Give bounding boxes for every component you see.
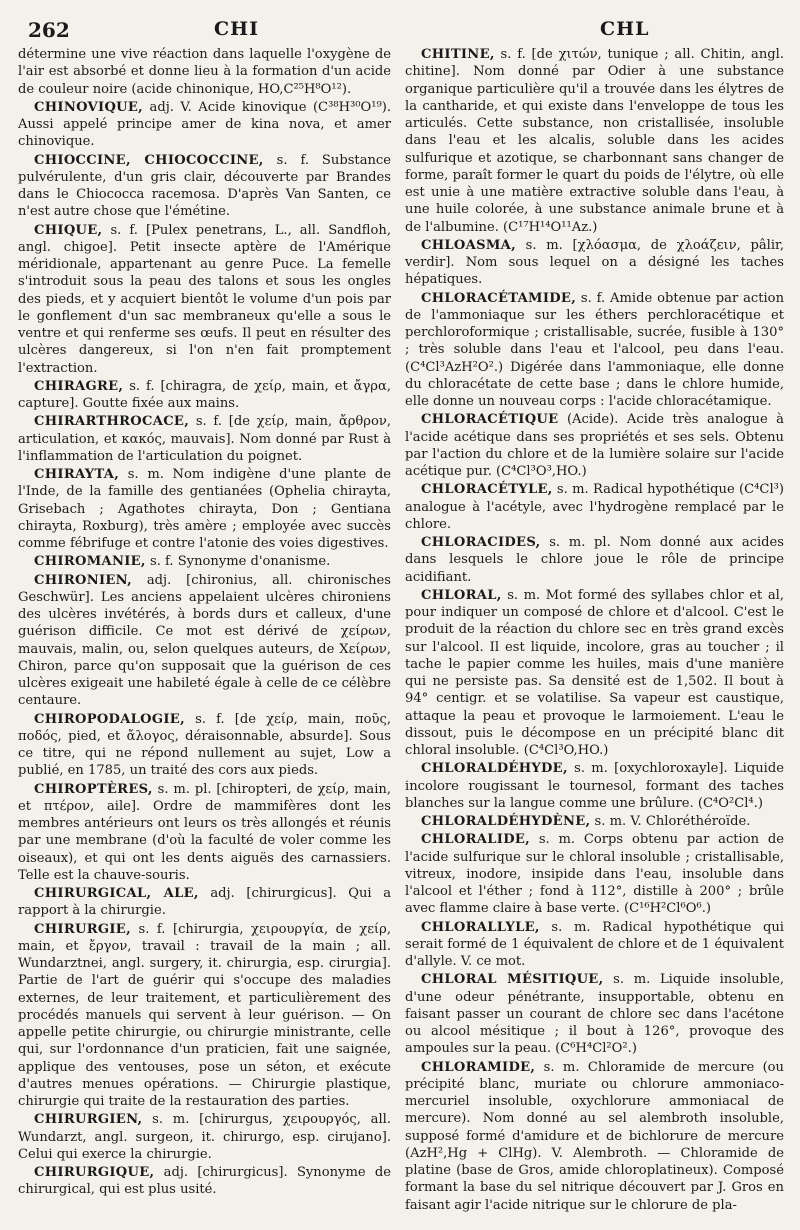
entry-definition: détermine une vive réaction dans laquelle l'oxygène de l'air est absorbé et donne lieu à la formation d'un acide de couleur noire (acide chinonique, HO,C²⁵H⁸O¹²). — [18, 47, 392, 97]
dictionary-entry — [18, 711, 391, 780]
entry-definition: adj. [chirurgicus]. Synonyme de chirurgical, qui est plus usité. — [18, 1165, 392, 1198]
right-column — [405, 46, 784, 1215]
entry-definition: (Acide). Acide très analogue à l'acide acétique dans ses propriétés et ses sels. Obtenu par l'action du chlore et de la lumière solaire sur l'acide acétique pur. (C⁴Cl³O³,HO.) — [405, 412, 784, 479]
dictionary-entry — [18, 222, 391, 377]
entry-headword: CHLOASMA, — [421, 237, 516, 253]
dictionary-entry — [405, 534, 784, 586]
entry-definition: s. m. Chloramide de mercure (ou précipité blanc, muriate ou chlorure ammoniaco-mercuriel insoluble, oxychlorure ammoniacal de mercure). Nom donné au sel alembroth insoluble, supposé formé d'amidure et de bichlorure de mercure (AzH²,Hg + ClHg). V. Alembroth. — Chloramide de platine (base de Gros, amide chloroplatineux). Composé formant la base du sel nitrique découvert par J. Gros en faisant agir l'acide nitrique sur le chlorure de pla- — [405, 1059, 784, 1213]
entry-definition: adj. [chirurgicus]. Qui a rapport à la chirurgie. — [18, 886, 392, 919]
entry-definition: s. f. [Pulex penetrans, L., all. Sandfloh, angl. chigoe]. Petit insecte aptère de l'Amérique méridionale, appartenant au genre Puce. La femelle s'introduit sous la peau des talons et sous les ongles des pieds, et y acquiert bientôt le volume d'un pois par le gonflement d'un sac membraneux qu'elle a sous le ventre et qui renferme ses œufs. Il peut en résulter des ulcères dangereux, si l'on n'en fait promptement l'extraction. — [18, 222, 392, 376]
entry-headword: CHIRURGIE, — [34, 921, 131, 937]
entry-headword: CHINOVIQUE, — [34, 99, 144, 115]
dictionary-entry — [405, 481, 784, 533]
dictionary-entry — [18, 885, 391, 920]
entry-definition: s. f. Amide obtenue par action de l'ammoniaque sur les éthers perchloracétique et perchloroformique ; cristallisable, sucrée, fusible à 130° ; très soluble dans l'eau et l'alcool, peu dans l'eau. (C⁴Cl³AzH²O².) Digérée dans l'ammoniaque, elle donne du chloracétate de cette base ; dans le chlore humide, elle donne un nouveau corps : l'acide chloracétamique. — [405, 290, 785, 409]
entry-headword: CHLORALIDE, — [421, 832, 530, 848]
entry-definition: s. f. [chirurgia, χειρουργία, de χείρ, main, et ἔργον, travail : travail de la main ; all. Wundarztnei, angl. surgery, it. chirurgia, esp. cirurgia]. Partie de l'art de guérir qui s'occupe des maladies externes, de leur traitement, et particulièrement des procédés manuels qui servent à leur guérison. — On appelle petite chirurgie, ou chirurgie ministrante, celle qui, sur l'ordonnance d'un praticien, fait une saignée, applique des ventouses, pose un séton, et exécute d'autres menues opérations. — Chirurgie plastique, chirurgie qui traite de la restauration des parties. — [18, 921, 392, 1109]
entry-headword: CHLORALDÉHYDE, — [421, 761, 568, 777]
entry-headword: CHIQUE, — [34, 222, 103, 238]
entry-headword: CHIRAYTA, — [34, 467, 120, 482]
entry-headword: CHLORACIDES, — [421, 535, 541, 550]
entry-definition: s. m. Nom indigène d'une plante de l'Inde, de la famille des gentianées (Ophelia chirayta, Grisebach ; Agathotes chirayta, Don ; Gentiana chirayta, Roxburg), très amère ; employée avec succès comme fébrifuge et contre l'atonie des voies digestives. — [18, 467, 392, 551]
dictionary-entry — [18, 152, 391, 221]
page-header — [18, 12, 784, 46]
entry-definition: s. m. Radical hypothétique qui serait formé de 1 équivalent de chlore et de 1 équivalent d'allyle. V. ce mot. — [405, 919, 784, 969]
dictionary-entry — [18, 1111, 391, 1163]
entry-definition: s. m. pl. Nom donné aux acides dans lesquels le chlore joue le rôle de principe acidifiant. — [405, 535, 784, 585]
entry-headword: CHLORAL, — [421, 587, 502, 603]
entry-definition: s. m. Radical hypothétique (C⁴Cl³) analogue à l'acétyle, avec l'hydrogène remplacé par le chlore. — [405, 482, 784, 532]
dictionary-entry — [405, 760, 784, 812]
two-column-body — [18, 46, 784, 1215]
dictionary-entry — [18, 46, 391, 98]
entry-definition: s. f. [chiragra, de χείρ, main, et ἄγρα, capture]. Goutte fixée aux mains. — [18, 378, 392, 411]
entry-headword: CHLORALDÉHYDÈNE, — [421, 814, 591, 829]
entry-headword: CHIRURGIQUE, — [34, 1165, 155, 1180]
dictionary-entry — [405, 411, 784, 480]
entry-headword: CHIRURGIEN, — [34, 1112, 143, 1128]
dictionary-entry — [405, 919, 784, 971]
entry-headword: CHLORACÉTAMIDE, — [421, 290, 577, 306]
entry-headword: CHIRURGICAL, ALE, — [34, 886, 199, 901]
entry-definition: s. m. [χλόασμα, de χλοάζειν, pâlir, verdir]. Nom sous lequel on a désigné les taches hépatiques. — [405, 237, 784, 288]
dictionary-entry — [18, 572, 391, 710]
dictionary-entry — [405, 813, 784, 830]
entry-definition: s. m. pl. [chiropteri, de χείρ, main, et πτέρον, aile]. Ordre de mammifères dont les membres antérieurs ont leurs os très allongés et réunis par une membrane (d'où la faculté de voler comme les oiseaux), et qui ont les dents aiguës des carnassiers. Telle est la chauve-souris. — [18, 781, 392, 883]
dictionary-entry — [405, 237, 784, 289]
entry-definition: s. m. [oxychloroxayle]. Liquide incolore rougissant le tournesol, formant des taches blanches sur la langue comme une brûlure. (C⁴O²Cl⁴.) — [405, 761, 784, 811]
dictionary-entry — [18, 413, 391, 465]
entry-definition: s. f. [de χείρ, main, ἄρθρον, articulation, et κακός, mauvais]. Nom donné par Rust à l'inflammation de l'articulation du poignet. — [18, 414, 392, 464]
entry-definition: s. m. Corps obtenu par action de l'acide sulfurique sur le chloral insoluble ; cristallisable, vitreux, inodore, insipide dans l'eau, insoluble dans l'alcool et l'éther ; fond à 112°, distille à 200° ; brûle avec flamme claire à base verte. (C¹⁶H²Cl⁶O⁶.) — [405, 832, 784, 917]
entry-headword: CHIOCCINE, CHIOCOCCINE, — [34, 152, 264, 168]
entry-headword: CHLORACÉTIQUE — [421, 412, 559, 428]
page-number: 262 — [28, 18, 70, 42]
entry-definition: s. m. V. Chloréthéroïde. — [594, 814, 751, 829]
dictionary-entry — [18, 921, 391, 1111]
entry-headword: CHLORAL MÉSITIQUE, — [421, 972, 604, 988]
dictionary-entry — [405, 587, 784, 760]
dictionary-entry — [18, 1164, 391, 1199]
entry-headword: CHLORAMIDE, — [421, 1059, 536, 1075]
entry-definition: s. m. Mot formé des syllabes chlor et al, pour indiquer un composé de chlore et d'alcool. C'est le produit de la réaction du chlore sec en très grand excès sur l'alcool. Il est liquide, incolore, gras au toucher ; il tache le papier comme les huiles, mais d'une manière qui ne persiste pas. Sa densité est de 1,502. Il bout à 94° centigr. et se volatilise. Sa vapeur est caustique, attaque la peau et provoque le larmoiement. L'eau le dissout, puis le décompose en un précipité blanc dit chloral insoluble. (C⁴Cl³O,HO.) — [405, 587, 784, 758]
entry-definition: s. f. Substance pulvérulente, d'un gris clair, découverte par Brandes dans le Chiococca racemosa. D'après Van Santen, ce n'est autre chose que l'émétine. — [18, 152, 392, 220]
dictionary-entry — [18, 781, 391, 885]
entry-headword: CHITINE, — [421, 47, 495, 62]
entry-headword: CHLORACÉTYLE, — [421, 482, 553, 498]
entry-definition: s. f. [de χιτών, tunique ; all. Chitin, angl. chitine]. Nom donné par Odier à une substance organique particulière qu'il a trouvée dans les élytres de la cantharide, et qui existe dans l'enveloppe de tous les articulés. Cette substance, non cristallisée, insoluble dans l'eau et les alcalis, soluble dans les acides sulfurique et azotique, se charbonnant sans changer de forme, paraît former le quart du poids de l'élytre, où elle est unie à une matière extractive soluble dans l'eau, à une huile colorée, à une substance animale brune et à de l'albumine. (C¹⁷H¹⁴O¹¹Az.) — [405, 47, 785, 235]
dictionary-entry — [18, 553, 391, 570]
right-running-head: CHL — [600, 18, 650, 40]
entry-definition: s. m. Liquide insoluble, d'une odeur pénétrante, insupportable, obtenu en faisant passer un courant de chlore sec dans l'acétone ou alcool mésitique ; il bout à 126°, provoque des ampoules sur la peau. (C⁶H⁴Cl²O².) — [405, 972, 784, 1057]
entry-definition: s. m. [chirurgus, χειρουργός, all. Wundarzt, angl. surgeon, it. chirurgo, esp. cirujano]. Celui qui exerce la chirurgie. — [18, 1112, 392, 1162]
left-running-head: CHI — [214, 18, 259, 40]
entry-headword: CHIROPODALOGIE, — [34, 711, 185, 727]
dictionary-entry — [405, 831, 784, 917]
dictionary-entry — [405, 290, 784, 411]
left-column — [18, 46, 391, 1215]
entry-definition: adj. [chironius, all. chironisches Geschwür]. Les anciens appelaient ulcères chironiens des ulcères invétérés, à bords durs et calleux, d'une guérison difficile. Ce mot est dérivé de χείρων, mauvais, malin, ou, selon quelques auteurs, de Χείρων, Chiron, parce qu'on supposait que la guérison de ces ulcères exigeait une habileté égale à celle de ce célèbre centaure. — [18, 572, 392, 709]
entry-definition: s. f. Synonyme d'onanisme. — [149, 554, 331, 570]
entry-headword: CHIROPTÈRES, — [34, 781, 153, 797]
entry-headword: CHIRAGRE, — [34, 378, 124, 394]
entry-headword: CHIRONIEN, — [34, 572, 132, 588]
dictionary-entry — [18, 378, 391, 413]
dictionary-entry — [405, 46, 784, 236]
entry-definition: s. f. [de χείρ, main, ποῦς, ποδός, pied, et ἄλογος, déraisonnable, absurde]. Sous ce titre, qui ne répond nullement au sujet, Low a publié, en 1785, un traité des cors aux pieds. — [18, 711, 392, 779]
dictionary-entry — [405, 1059, 784, 1214]
entry-headword: CHLORALLYLE, — [421, 919, 540, 935]
dictionary-entry — [405, 971, 784, 1057]
dictionary-entry — [18, 99, 391, 151]
dictionary-entry — [18, 466, 391, 552]
entry-headword: CHIROMANIE, — [34, 554, 146, 570]
entry-definition: adj. V. Acide kinovique (C³⁸H³⁰O¹⁹). Aussi appelé principe amer de kina nova, et amer chinovique. — [18, 99, 392, 150]
entry-headword: CHIRARTHROCACE, — [34, 414, 190, 430]
